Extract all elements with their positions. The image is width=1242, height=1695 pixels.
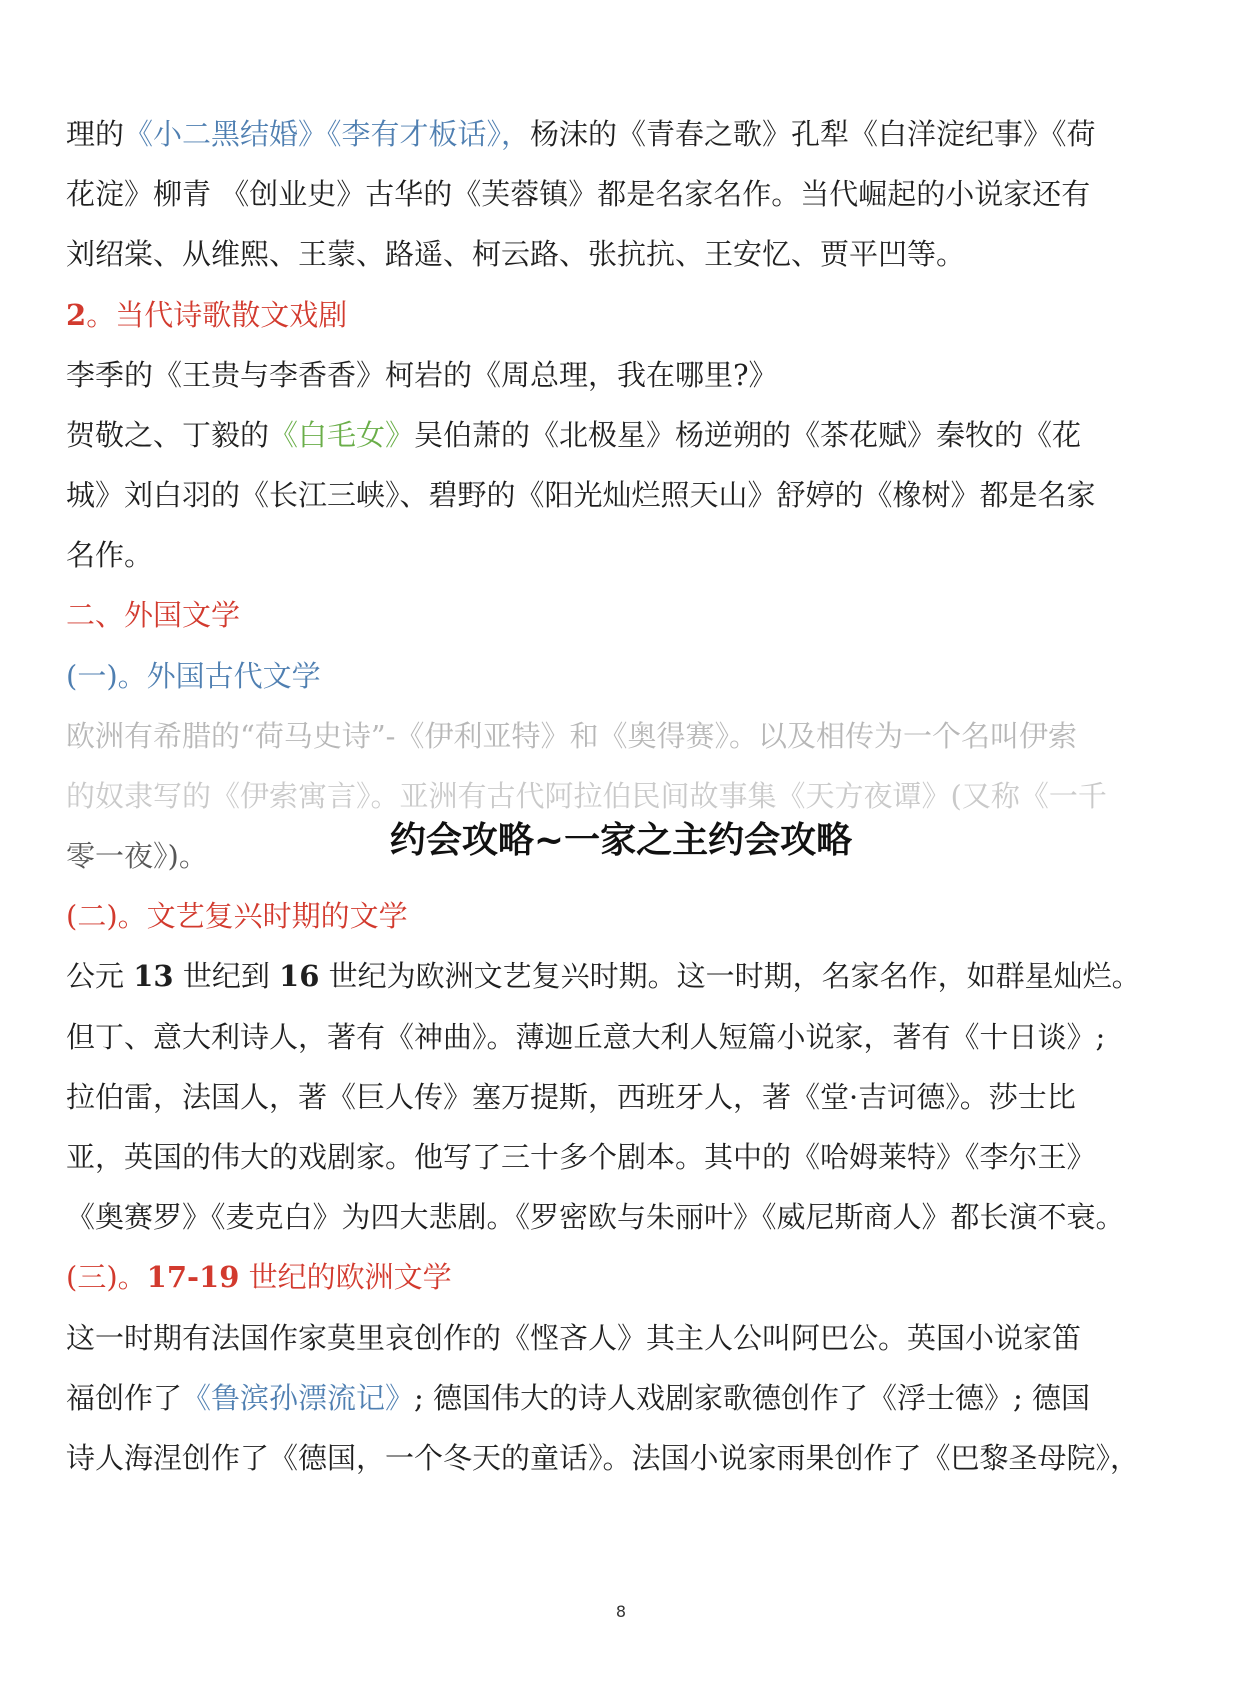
century-number: 13	[133, 959, 174, 993]
book-title-link: 《鲁滨孙漂流记》	[182, 1381, 415, 1415]
heading-text: 世纪的欧洲文学	[248, 1260, 452, 1294]
century-range: 17-19	[146, 1260, 240, 1294]
paragraph-line: 欧洲有希腊的“荷马史诗”-《伊利亚特》和《奥得赛》。以及相传为一个名叫伊索	[66, 719, 1077, 753]
paragraph-line	[66, 1378, 1090, 1418]
text-run: 贺敬之、丁毅的	[66, 418, 270, 452]
paragraph-line: 这一时期有法国作家莫里哀创作的《悭吝人》其主人公叫阿巴公。英国小说家笛	[66, 1321, 1082, 1355]
paragraph-line	[66, 415, 1081, 455]
heading-prefix: (三)。	[66, 1260, 147, 1294]
subsection-heading: (二)。文艺复兴时期的文学	[66, 899, 408, 933]
paragraph-line: 李季的《王贵与李香香》柯岩的《周总理，我在哪里?》	[66, 358, 778, 392]
paragraph-line: 诗人海涅创作了《德国，一个冬天的童话》。法国小说家雨果创作了《巴黎圣母院》，	[66, 1441, 1140, 1475]
paragraph-line: 刘绍棠、从维熙、王蒙、路遥、柯云路、张抗抗、王安忆、贾平凹等。	[66, 237, 966, 271]
paragraph-line: 城》刘白羽的《长江三峡》、碧野的《阳光灿烂照天山》舒婷的《橡树》都是名家	[66, 478, 1096, 512]
subsection-heading	[66, 1257, 452, 1297]
book-title-link: 《小二黑结婚》《李有才板话》，	[124, 117, 531, 151]
paragraph-line	[66, 956, 1141, 996]
paragraph-line: 名作。	[66, 538, 154, 572]
paragraph-line: 拉伯雷，法国人，著《巨人传》塞万提斯，西班牙人，著《堂·吉诃德》。莎士比	[66, 1080, 1076, 1114]
text-run: 吴伯萧的《北极星》杨逆朔的《茶花赋》秦牧的《花	[414, 418, 1082, 452]
paragraph-line: 零一夜》)。	[66, 839, 208, 873]
text-run: 世纪为欧洲文艺复兴时期。这一时期，名家名作，如群星灿烂。	[328, 959, 1141, 993]
paragraph-line	[66, 114, 1096, 154]
overlay-title: 约会攻略~一家之主约会攻略	[389, 820, 853, 861]
section-heading	[66, 295, 347, 335]
century-number: 16	[279, 959, 320, 993]
text-run: 福创作了	[66, 1381, 183, 1415]
subsection-heading: (一)。外国古代文学	[66, 659, 321, 693]
text-run: 世纪到	[182, 959, 270, 993]
text-run: ; 德国伟大的诗人戏剧家歌德创作了《浮士德》; 德国	[414, 1381, 1091, 1415]
text-run: 杨沫的《青春之歌》孔犁《白洋淀纪事》《荷	[530, 117, 1096, 151]
paragraph-line: 花淀》柳青 《创业史》古华的《芙蓉镇》都是名家名作。当代崛起的小说家还有	[66, 177, 1091, 211]
page-number: 8	[615, 1602, 627, 1621]
paragraph-line: 《奥赛罗》《麦克白》为四大悲剧。《罗密欧与朱丽叶》《威尼斯商人》都长演不衰。	[66, 1200, 1125, 1234]
text-run: 公元	[66, 959, 125, 993]
heading-number: 2	[66, 298, 87, 332]
paragraph-line: 的奴隶写的《伊索寓言》。亚洲有古代阿拉伯民间故事集《天方夜谭》(又称《一千	[66, 779, 1107, 813]
text-run: 理的	[66, 117, 125, 151]
heading-text: 。当代诗歌散文戏剧	[86, 298, 348, 332]
section-heading: 二、外国文学	[66, 598, 241, 632]
paragraph-line: 亚，英国的伟大的戏剧家。他写了三十多个剧本。其中的《哈姆莱特》《李尔王》	[66, 1140, 1096, 1174]
paragraph-line: 但丁、意大利诗人，著有《神曲》。薄迦丘意大利人短篇小说家，著有《十日谈》;	[66, 1020, 1106, 1054]
book-title-highlight: 《白毛女》	[269, 418, 415, 452]
